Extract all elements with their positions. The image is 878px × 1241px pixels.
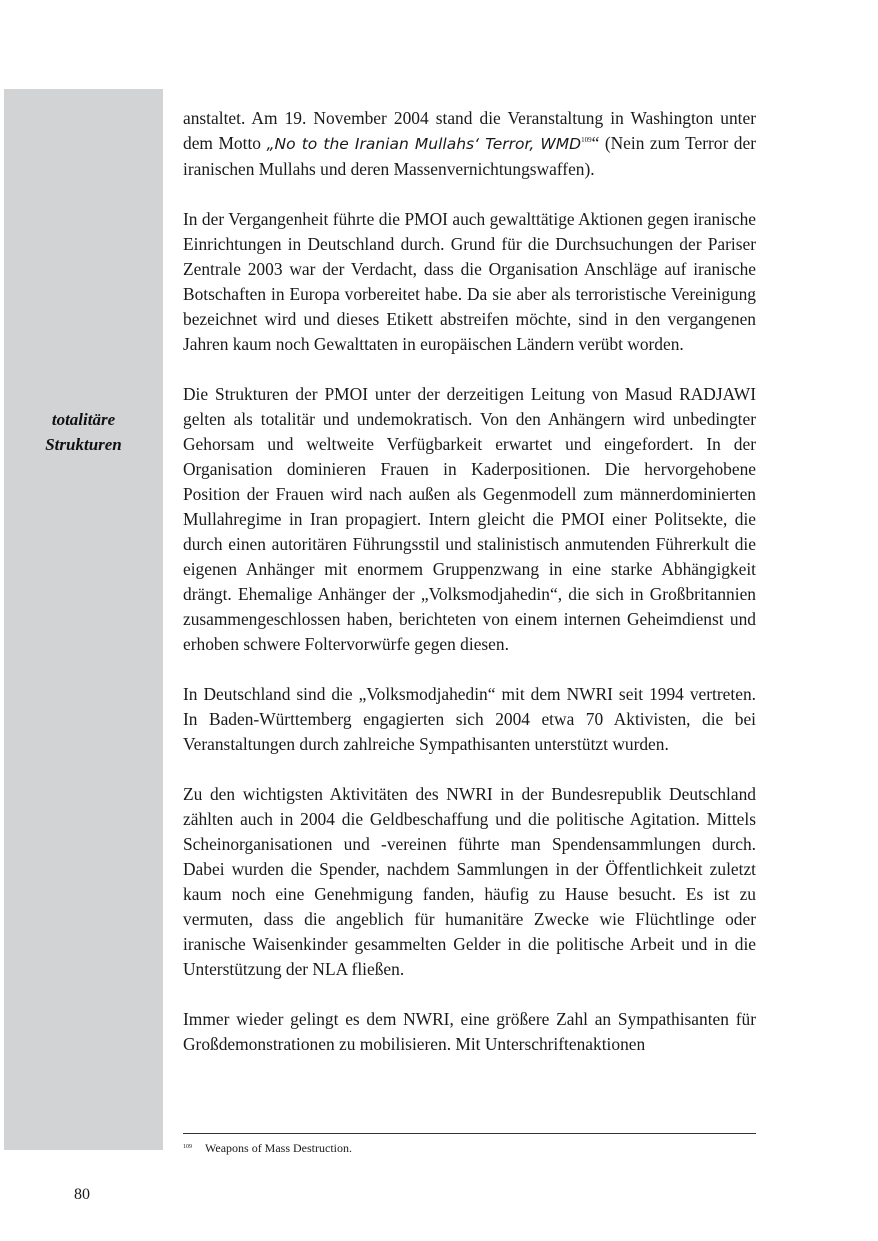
footnote-reference: 109 [581, 136, 592, 144]
margin-sidebar [4, 89, 163, 1150]
paragraph-2: In der Vergangenheit führte die PMOI auch gewalttätige Aktionen gegen iranische Einrichtungen in Deutschland durch. Grund für die Durchsuchungen der Pariser Zentrale 2003 war der Verdacht, dass die Organisation Anschläge auf iranische Botschaften in Europa vorbereitet habe. Da sie aber als terroristische Vereinigung bezeichnet wird und dieses Etikett abstreifen möchte, sind in den vergangenen Jahren kaum noch Gewalttaten in europäischen Ländern verübt worden. [183, 209, 756, 354]
footnote-divider [183, 1133, 756, 1134]
margin-note-line-2: Strukturen [45, 435, 122, 454]
footnote-number: 109 [183, 1144, 192, 1150]
paragraph-4: In Deutschland sind die „Volksmodjahedin“ mit dem NWRI seit 1994 vertreten. In Baden-Württemberg engagierten sich 2004 etwa 70 Aktivisten, die bei Veranstaltungen durch zahlreiche Sympathisanten unterstützt wurden. [183, 684, 756, 754]
margin-note-line-1: totalitäre [51, 410, 116, 429]
motto-quote: „No to the Iranian Mullahs‘ Terror, WMD [266, 135, 582, 153]
body-text [183, 106, 756, 1082]
paragraph-5: Zu den wichtigsten Aktivitäten des NWRI in der Bundesrepublik Deutschland zählten auch in 2004 die Geldbeschaffung und die politische Agitation. Mittels Scheinorganisationen und -vereinen führte man Spendensammlungen durch. Dabei wurden die Spender, nachdem Sammlungen in der Öffentlichkeit zuletzt kaum noch eine Genehmigung fanden, häufig zu Hause besucht. Es ist zu vermuten, dass die angeblich für humanitäre Zwecke wie Flüchtlinge oder iranische Waisenkinder gesammelten Gelder in die politische Arbeit und in die Unterstützung der NLA fließen. [183, 784, 756, 979]
page-number: 80 [74, 1186, 90, 1203]
paragraph-1-rest: “ (Nein zum Terror der iranischen Mullahs und deren Massenvernichtungswaffen). [183, 133, 757, 179]
paragraph-1-intro: anstaltet. Am 19. November 2004 stand die Veranstaltung in Washington unter dem Motto [183, 108, 756, 153]
paragraph-1 [183, 106, 756, 182]
paragraph-3: Die Strukturen der PMOI unter der derzeitigen Leitung von Masud RADJAWI gelten als totalitär und undemokratisch. Von den Anhängern wird unbedingter Gehorsam und weltweite Verfügbarkeit erwartet und eingefordert. In der Organisation dominieren Frauen in Kaderpositionen. Die hervorgehobene Position der Frauen wird nach außen als Gegenmodell zum männerdominierten Mullahregime in Iran propagiert. Intern gleicht die PMOI einer Politsekte, die durch einen autoritären Führungsstil und stalinistisch anmutenden Führerkult die eigenen Anhänger mit enormem Gruppenzwang in eine starke Abhängigkeit drängt. Ehemalige Anhänger der „Volksmodjahedin“, die sich in Großbritannien zusammengeschlossen haben, berichteten von einem internen Geheimdienst und erhoben schwere Foltervorwürfe gegen diesen. [183, 384, 756, 654]
margin-note [4, 407, 163, 457]
footnote-text: Weapons of Mass Destruction. [205, 1141, 353, 1155]
footnote [183, 1140, 756, 1156]
paragraph-6: Immer wieder gelingt es dem NWRI, eine größere Zahl an Sympathisanten für Großdemonstrationen zu mobilisieren. Mit Unterschriftenaktionen [183, 1009, 756, 1054]
